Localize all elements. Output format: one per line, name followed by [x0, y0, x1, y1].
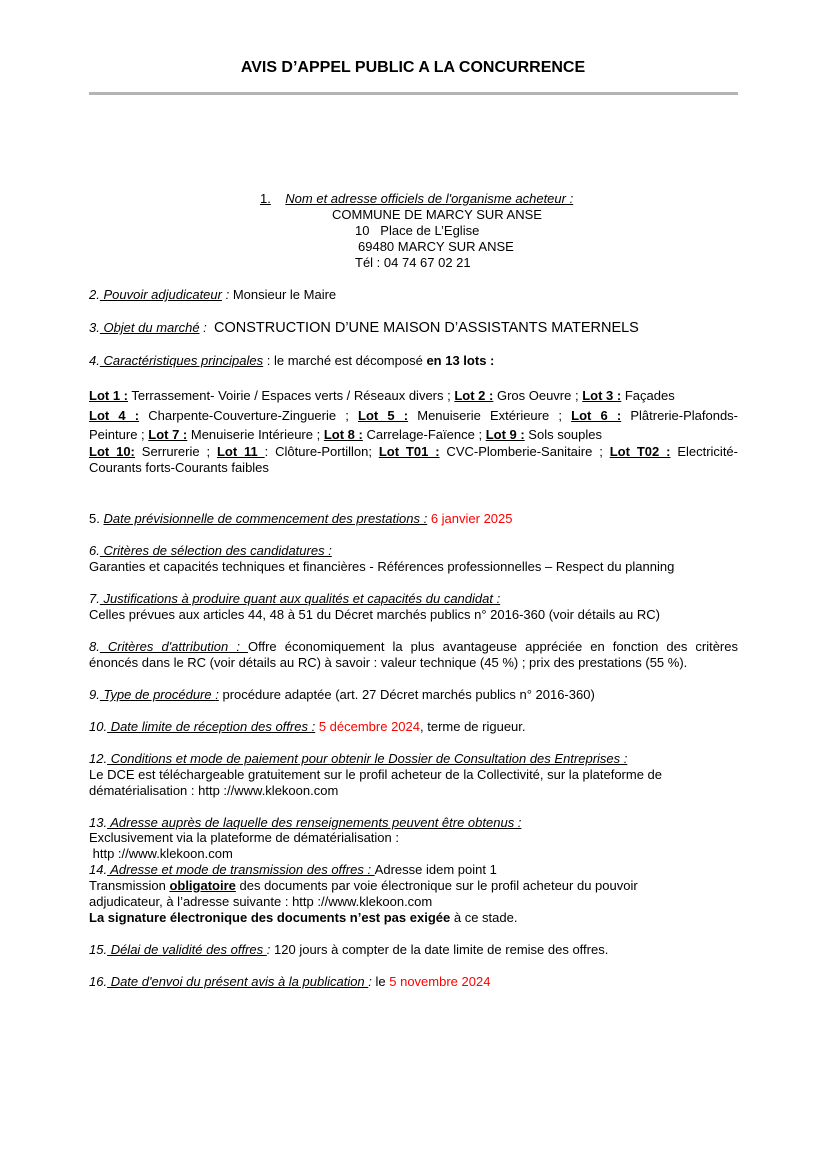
lot-4-label: Lot 4 :: [89, 408, 140, 423]
section-7-label: Justifications à produire quant aux qualités et capacités du candidat :: [99, 591, 501, 606]
section-3-value: CONSTRUCTION D’UNE MAISON D’ASSISTANTS MATERNELS: [214, 320, 639, 336]
section-8-number: 8.: [89, 639, 100, 654]
section-15-label: Délai de validité des offres: [107, 942, 267, 957]
lot-2-label: Lot 2 :: [454, 388, 494, 403]
section-10-label: Date limite de réception des offres: [107, 719, 312, 734]
section-16-value: 5 novembre 2024: [389, 974, 491, 989]
lot-10-text: Serrurerie ;: [134, 444, 217, 459]
section-4-number: 4.: [89, 353, 100, 368]
lot-t01-label: Lot T01 :: [378, 444, 440, 459]
lot-8-text: Carrelage-Faïence ;: [362, 427, 486, 442]
lot-t02-text-cont: Courants forts-Courants faibles: [89, 460, 269, 475]
section-5-number: 5.: [89, 511, 104, 526]
lot-11-label: Lot 11: [216, 444, 265, 459]
section-1-number: 1.: [260, 191, 271, 206]
buyer-name: COMMUNE DE MARCY SUR ANSE: [332, 207, 542, 222]
section-8-line-1: [89, 639, 738, 655]
lot-7-text: Menuiserie Intérieure ;: [187, 427, 324, 442]
section-2-sep: :: [221, 287, 233, 302]
section-14-mandatory: obligatoire: [169, 878, 236, 893]
section-14-number: 14.: [89, 862, 108, 877]
section-10-sep: :: [311, 719, 316, 734]
lot-6-label: Lot 6 :: [571, 408, 622, 423]
section-4-label: Caractéristiques principales: [99, 353, 264, 368]
section-16-label: Date d'envoi du présent avis à la publication: [107, 974, 369, 989]
section-15-sep: :: [266, 942, 271, 957]
section-10-number: 10.: [89, 719, 108, 734]
lots-line-4: [89, 444, 738, 460]
section-2: [89, 287, 738, 303]
lot-t02-text: Electricité-: [670, 444, 738, 459]
section-15-number: 15.: [89, 942, 108, 957]
section-14-signature-note: La signature électronique des documents n’est pas exigée: [89, 910, 451, 925]
section-3-number: 3.: [89, 320, 100, 335]
section-14-t1c: des documents par voie électronique sur le profil acheteur du pouvoir: [235, 878, 638, 893]
lot-2-text: Gros Oeuvre ;: [493, 388, 583, 403]
section-13-value-2: http ://www.klekoon.com: [89, 846, 233, 861]
lots-line-1: [89, 388, 738, 404]
section-8-line-2: énoncés dans le RC (voir détails au RC) à savoir : valeur technique (45 %) ; prix des prestations (55 %).: [89, 655, 688, 670]
lot-3-text: Façades: [621, 388, 675, 403]
section-9-number: 9.: [89, 687, 100, 702]
section-7-number: 7.: [89, 591, 100, 606]
section-16-value-prefix: le: [371, 974, 390, 989]
section-9-value: procédure adaptée (art. 27 Décret marchés publics n° 2016-360): [218, 687, 595, 702]
section-1-heading: [260, 191, 573, 207]
section-5-label: Date prévisionnelle de commencement des prestations :: [103, 511, 428, 526]
section-10: [89, 719, 738, 735]
section-9-sep: :: [215, 687, 219, 702]
section-2-label: Pouvoir adjudicateur: [99, 287, 222, 302]
section-14-heading: [89, 862, 738, 878]
section-13-heading: [89, 815, 738, 831]
section-14-line-2: adjudicateur, à l’adresse suivante : http ://www.klekoon.com: [89, 894, 433, 909]
section-5: [89, 511, 738, 527]
section-6-value: Garanties et capacités techniques et financières - Références professionnelles – Respect du planning: [89, 559, 675, 574]
lot-9-label: Lot 9 :: [485, 427, 525, 442]
section-15-value: 120 jours à compter de la date limite de remise des offres.: [270, 942, 609, 957]
lot-5-text: Menuiserie Extérieure ;: [408, 408, 572, 423]
buyer-phone: Tél : 04 74 67 02 21: [355, 255, 471, 270]
section-7-value: Celles prévues aux articles 44, 48 à 51 du Décret marchés publics n° 2016-360 (voir détails au RC): [89, 607, 660, 622]
section-13-label: Adresse auprès de laquelle des renseignements peuvent être obtenus :: [107, 815, 522, 830]
lot-6-text: Plâtrerie-Plafonds-: [621, 408, 739, 423]
lot-5-label: Lot 5 :: [358, 408, 409, 423]
section-3-sep: :: [199, 320, 215, 335]
section-14-line-1: [89, 878, 738, 894]
lots-line-2: [89, 408, 738, 424]
section-3: [89, 320, 738, 336]
lots-line-5: [89, 460, 738, 476]
section-9-label: Type de procédure: [99, 687, 216, 702]
lot-10-label: Lot 10:: [89, 444, 135, 459]
title-divider: [89, 92, 738, 95]
section-6-number: 6.: [89, 543, 100, 558]
section-14-line-3: [89, 910, 738, 926]
section-4-text: : le marché est décomposé: [263, 353, 427, 368]
section-16-number: 16.: [89, 974, 108, 989]
section-16: [89, 974, 738, 990]
section-2-value: Monsieur le Maire: [232, 287, 337, 302]
section-14-label: Adresse et mode de transmission des offres :: [107, 862, 375, 877]
buyer-city: 69480 MARCY SUR ANSE: [358, 239, 514, 254]
lot-3-label: Lot 3 :: [582, 388, 622, 403]
section-12-label: Conditions et mode de paiement pour obtenir le Dossier de Consultation des Entreprises :: [107, 751, 628, 766]
lot-9-text: Sols souples: [524, 427, 603, 442]
section-12-value-2: dématérialisation : http ://www.klekoon.com: [89, 783, 339, 798]
section-6-heading: [89, 543, 738, 559]
lot-1-label: Lot 1 :: [89, 388, 128, 403]
section-12-heading: [89, 751, 738, 767]
section-8-label: Critères d'attribution :: [99, 639, 248, 654]
section-16-sep: :: [368, 974, 372, 989]
section-3-label: Objet du marché: [99, 320, 200, 335]
section-10-value: 5 décembre 2024: [315, 719, 420, 734]
section-14-t3c: à ce stade.: [450, 910, 518, 925]
section-12-value-1: Le DCE est téléchargeable gratuitement sur le profil acheteur de la Collectivité, sur la plateforme de: [89, 767, 663, 782]
buyer-street: 10 Place de L’Eglise: [355, 223, 480, 238]
section-10-after: , terme de rigueur.: [420, 719, 526, 734]
section-8-value-1: Offre économiquement la plus avantageuse appréciée en fonction des critères: [248, 639, 738, 654]
lot-t02-label: Lot T02 :: [609, 444, 671, 459]
section-5-value: 6 janvier 2025: [427, 511, 513, 526]
lot-7-label: Lot 7 :: [148, 427, 188, 442]
section-13-number: 13.: [89, 815, 108, 830]
section-13-value-1: Exclusivement via la plateforme de dématérialisation :: [89, 830, 399, 845]
section-4-bold: en 13 lots :: [426, 353, 495, 368]
section-2-number: 2.: [89, 287, 100, 302]
section-15: [89, 942, 738, 958]
section-4: [89, 353, 738, 369]
lots-line-3: [89, 427, 738, 443]
section-7-heading: [89, 591, 738, 607]
section-6-label: Critères de sélection des candidatures :: [99, 543, 332, 558]
section-12-number: 12.: [89, 751, 108, 766]
lot-4-text: Charpente-Couverture-Zinguerie ;: [139, 408, 359, 423]
lot-1-text: Terrassement- Voirie / Espaces verts / Réseaux divers ;: [128, 388, 455, 403]
lot-11-text: : Clôture-Portillon;: [264, 444, 379, 459]
lot-t01-text: CVC-Plomberie-Sanitaire ;: [439, 444, 610, 459]
page-title: AVIS D’APPEL PUBLIC A LA CONCURRENCE: [240, 59, 586, 76]
lot-6-text-cont: Peinture ;: [89, 427, 149, 442]
section-1-label: Nom et adresse officiels de l'organisme acheteur :: [285, 191, 574, 206]
lot-8-label: Lot 8 :: [323, 427, 363, 442]
section-14-t1: Transmission: [89, 878, 170, 893]
section-14-value: Adresse idem point 1: [374, 862, 497, 877]
section-9: [89, 687, 738, 703]
